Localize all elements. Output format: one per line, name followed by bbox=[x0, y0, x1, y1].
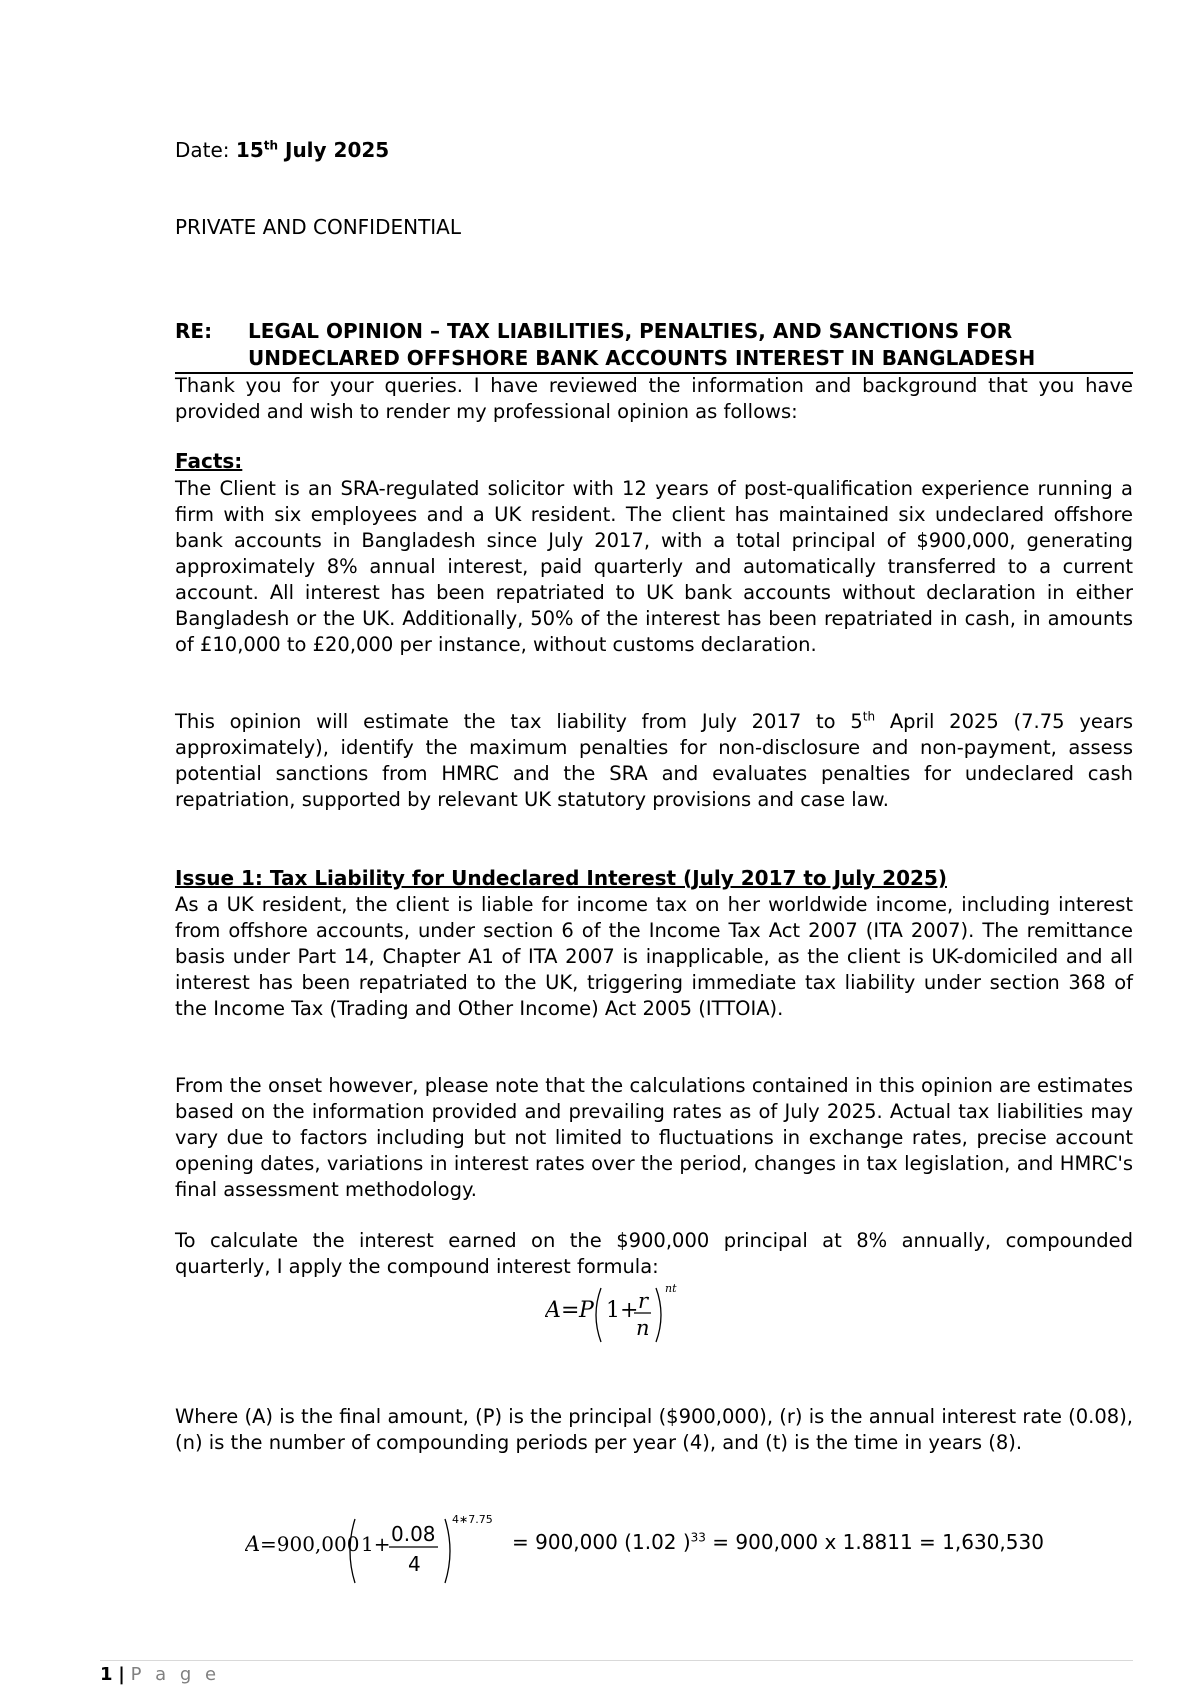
subject-line-2: UNDECLARED OFFSHORE BANK ACCOUNTS INTEREST IN BANGLADESH bbox=[248, 346, 1036, 370]
issue-1-heading: Issue 1: Tax Liability for Undeclared Interest (July 2017 to July 2025) bbox=[175, 866, 947, 890]
re-label: RE: bbox=[175, 319, 213, 343]
intro-paragraph: Thank you for your queries. I have reviewed the information and background that you have provided and wish to render my professional opinion as follows: bbox=[175, 374, 1133, 423]
footer-separator: | bbox=[118, 1664, 125, 1685]
svg-text:1+: 1+ bbox=[606, 1298, 639, 1323]
svg-text:=900,000: =900,000 bbox=[260, 1532, 360, 1556]
svg-text:0.08: 0.08 bbox=[391, 1522, 436, 1546]
letter-date: Date: 15th July 2025 bbox=[175, 138, 390, 162]
right-paren bbox=[445, 1519, 450, 1583]
scope-paragraph: This opinion will estimate the tax liability from July 2017 to 5th April 2025 (7.75 years approximately), identify the maximum penalties for non-disclosure and non-payment, assess potential sanctions from HMRC and the SRA and evaluates penalties for undeclared cash repatriation, supported by relevant UK statutory provisions and case law. bbox=[175, 709, 1133, 811]
disclaimer-paragraph: From the onset however, please note that the calculations contained in this opinion are estimates based on the information provided and prevailing rates as of July 2025. Actual tax liabilities may vary due to factors including but not limited to fluctuations in exchange rates, precise account opening dates, variations in interest rates over the period, changes in tax legislation, and HMRC's final assessment methodology. bbox=[175, 1074, 1133, 1201]
facts-paragraph: The Client is an SRA-regulated solicitor with 12 years of post-qualification experience running a firm with six employees and a UK resident. The client has maintained six undeclared offshore bank accounts in Bangladesh since July 2017, with a total principal of $900,000, generating approximately 8% annual interest, paid quarterly and automatically transferred to a current account. All interest has been repatriated to UK bank accounts without declaration in either Bangladesh or the UK. Additionally, 50% of the interest has been repatriated in cash, in amounts of £10,000 to £20,000 per instance, without customs declaration. bbox=[175, 477, 1133, 656]
svg-text:A: A bbox=[245, 1532, 261, 1556]
subject-line-1: LEGAL OPINION – TAX LIABILITIES, PENALTIES, AND SANCTIONS FOR bbox=[248, 319, 1013, 343]
page-footer bbox=[100, 1664, 220, 1685]
left-paren bbox=[596, 1288, 601, 1342]
confidential-marking: PRIVATE AND CONFIDENTIAL bbox=[175, 215, 462, 239]
svg-text:r: r bbox=[638, 1289, 649, 1313]
svg-text:1+: 1+ bbox=[361, 1532, 391, 1556]
page-label: P a g e bbox=[130, 1664, 221, 1685]
footer-divider bbox=[100, 1660, 1133, 1661]
worked-formula-result: = 900,000 (1.02 )$^{33}$ = 900,000 x 1.8811 = 1,630,530 bbox=[512, 1530, 1044, 1554]
variables-paragraph: Where (A) is the final amount, (P) is the principal ($900,000), (r) is the annual interest rate (0.08), (n) is the number of compounding periods per year (4), and (t) is the time in years (8). bbox=[175, 1405, 1133, 1454]
svg-text:A: A bbox=[545, 1298, 561, 1323]
svg-text:nt: nt bbox=[665, 1282, 677, 1295]
svg-text:=: = bbox=[561, 1298, 580, 1323]
compound-interest-formula bbox=[545, 1280, 705, 1350]
svg-text:P: P bbox=[579, 1298, 594, 1323]
right-paren bbox=[656, 1288, 661, 1342]
svg-text:n: n bbox=[636, 1316, 650, 1340]
subject-line bbox=[175, 318, 1133, 372]
svg-text:4∗7.75: 4∗7.75 bbox=[452, 1513, 493, 1526]
calculation-paragraph: To calculate the interest earned on the $900,000 principal at 8% annually, compounded quarterly, I apply the compound interest formula: bbox=[175, 1229, 1133, 1278]
facts-heading: Facts: bbox=[175, 449, 243, 473]
issue-1-paragraph: As a UK resident, the client is liable for income tax on her worldwide income, including interest from offshore accounts, under section 6 of the Income Tax Act 2007 (ITA 2007). The remittance basis under Part 14, Chapter A1 of ITA 2007 is inapplicable, as the client is UK-domiciled and all interest has been repatriated to the UK, triggering immediate tax liability under section 368 of the Income Tax (Trading and Other Income) Act 2005 (ITTOIA). bbox=[175, 893, 1133, 1020]
worked-formula bbox=[245, 1505, 525, 1585]
svg-text:4: 4 bbox=[408, 1552, 421, 1576]
page-number: 1 bbox=[100, 1664, 113, 1685]
